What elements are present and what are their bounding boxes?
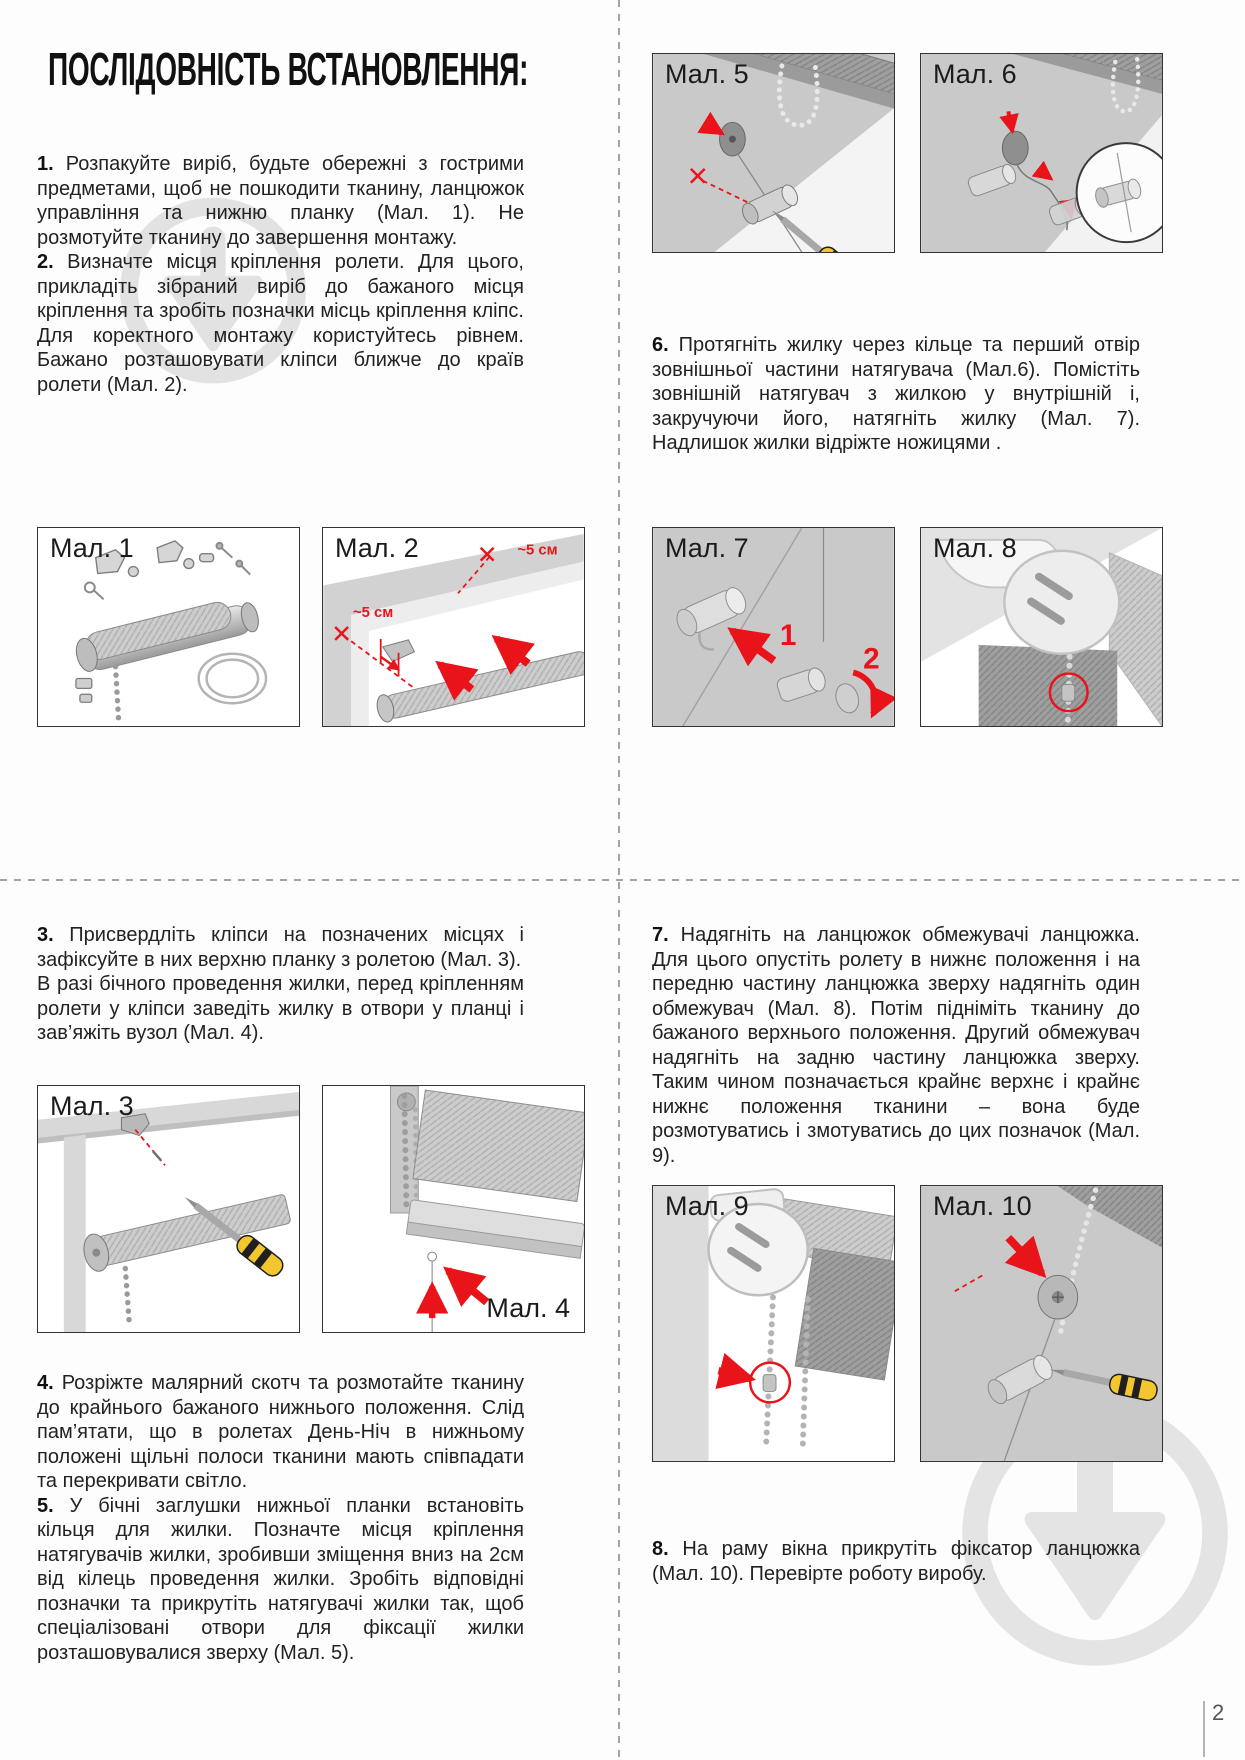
step-3b-text: В разі бічного проведення жилки, перед кріпленням ролети у кліпси заведіть жилку в отвори у планці і зав’яжіть вузол (Мал. 4).	[37, 973, 524, 1044]
step-6-text-block	[652, 333, 1140, 456]
step-5-paragraph	[37, 1494, 524, 1666]
figure-box-9	[652, 1185, 895, 1462]
step-7-text-block	[652, 923, 1140, 1168]
step-2-number: 2.	[37, 251, 54, 273]
step-5-text: У бічні заглушки нижньої планки встановіть кільця для жилки. Позначте місця кріплення натягувачів жилки, зробивши зміщення вниз на 2см від кілець проведення жилки. Зробіть відповідні позначки та прикрутіть натягувачі жилки так, щоб спеціалізовані отвори для фіксації жилки розташовувалися зверху (Мал. 5).	[37, 1494, 524, 1664]
horizontal-dashed-divider	[0, 879, 1245, 881]
step-3-number: 3.	[37, 924, 54, 946]
steps-1-2-text	[37, 152, 524, 397]
step-1-paragraph	[37, 152, 524, 250]
step-7-number: 7.	[652, 924, 669, 946]
step-2-paragraph	[37, 250, 524, 397]
figure-box-10	[920, 1185, 1163, 1462]
step-8-text-block	[652, 1537, 1140, 1586]
figure-7-step2-number: 2	[863, 642, 880, 676]
step-6-number: 6.	[652, 334, 669, 356]
figure-box-4	[322, 1085, 585, 1333]
figure-2-annotation-left: ~5 см	[353, 605, 394, 622]
step-6-paragraph	[652, 333, 1140, 456]
figure-box-3	[37, 1085, 300, 1333]
figure-10-label: Мал. 10	[933, 1191, 1032, 1221]
figure-2-label: Мал. 2	[335, 533, 419, 563]
figure-5-label: Мал. 5	[665, 59, 749, 89]
figure-box-8	[920, 527, 1163, 727]
steps-4-5-text	[37, 1371, 524, 1665]
figure-2-annotation-top: ~5 см	[517, 542, 558, 559]
step-8-paragraph	[652, 1537, 1140, 1586]
step-4-number: 4.	[37, 1372, 54, 1394]
step-5-number: 5.	[37, 1494, 54, 1517]
page-number-rule	[1203, 1701, 1205, 1757]
step-4-text: Розріжте малярний скотч та розмотайте тканину до крайнього бажаного нижнього положення. Слід пам’ятати, що в ролетах День-Ніч в нижньому положені щільні полоси тканини мають співпадати та перекривати світло.	[37, 1372, 524, 1492]
figure-box-6	[920, 53, 1163, 253]
figure-box-2	[322, 527, 585, 727]
step-3-text-block	[37, 923, 524, 1046]
step-4-paragraph	[37, 1371, 524, 1494]
step-7-text: Надягніть на ланцюжок обмежувачі ланцюжка. Для цього опустіть ролету в нижнє положення і на передню частину ланцюжка зверху надягніть один обмежувач (Мал. 8). Потім підніміть тканину до бажаного верхнього положення. Другий обмежувач надягніть на задню частину ланцюжка зверху. Таким чином позначається крайнє верхнє і крайнє нижнє положення тканини – вона буде розмотуватись і змотуватись до цих позначок (Мал. 9).	[652, 924, 1140, 1167]
step-7-paragraph	[652, 923, 1140, 1168]
figure-9-label: Мал. 9	[665, 1191, 749, 1221]
step-1-text: Розпакуйте виріб, будьте обережні з гострими предметами, щоб не пошкодити тканину, ланцюжок управління та нижню планку (Мал. 1). Не розмотуйте тканину до завершення монтажу.	[37, 153, 524, 249]
figure-10-illustration	[921, 1186, 1162, 1461]
figure-8-label: Мал. 8	[933, 533, 1017, 563]
figure-3-illustration	[38, 1086, 299, 1332]
figure-4-label: Мал. 4	[486, 1293, 570, 1323]
figure-box-5	[652, 53, 895, 253]
figure-7-step1-number: 1	[779, 618, 797, 652]
figure-6-label: Мал. 6	[933, 59, 1017, 89]
figure-box-7	[652, 527, 895, 727]
page-number: 2	[1212, 1700, 1225, 1725]
figure-9-illustration	[653, 1186, 894, 1461]
step-3-text: Присвердліть кліпси на позначених місцях і зафіксуйте в них верхню планку з ролетою (Мал. 3).	[37, 924, 524, 971]
step-6-text: Протягніть жилку через кільце та перший отвір зовнішньої частини натягувача (Мал.6). Помістіть зовнішній натягувач з жилкою у внутрішній і, закручуючи його, натягніть жилку (Мал. 7). Надлишок жилки відріжте ножицями .	[652, 334, 1140, 454]
figure-3-label: Мал. 3	[50, 1091, 134, 1121]
step-8-number: 8.	[652, 1538, 669, 1560]
step-2-text: Визначте місця кріплення ролети. Для цього, прикладіть зібраний виріб до бажаного місця кріплення та зробіть позначки місць кріплення кліпс. Для коректного монтажу користуйтесь рівнем. Бажано розташовувати кліпси ближче до країв ролети (Мал. 2).	[37, 251, 524, 396]
step-8-text: На раму вікна прикрутіть фіксатор ланцюжка (Мал. 10). Перевірте роботу виробу.	[652, 1538, 1140, 1585]
step-1-number: 1.	[37, 153, 54, 175]
page-title: ПОСЛІДОВНІСТЬ ВСТАНОВЛЕННЯ:	[48, 43, 529, 95]
step-3b-paragraph	[37, 972, 524, 1046]
figure-1-label: Мал. 1	[50, 533, 134, 563]
step-3-paragraph	[37, 923, 524, 972]
figure-7-label: Мал. 7	[665, 533, 749, 563]
figure-box-1	[37, 527, 300, 727]
